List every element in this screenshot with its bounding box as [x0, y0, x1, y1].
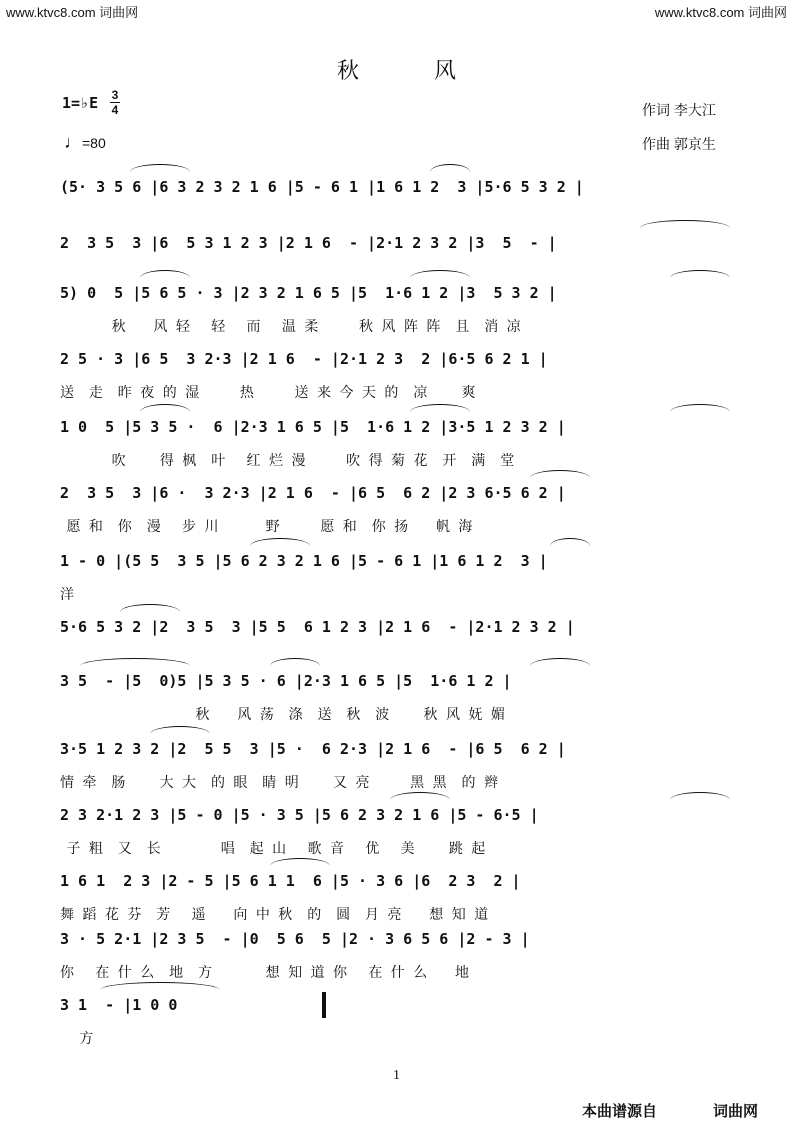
slur: [430, 164, 470, 172]
notation: 2 3 5 3 |6 · 3 2·3 |2 1 6 - |6 5 6 2 |2 3 6·5 6 2 |: [60, 484, 566, 502]
score-line-1: [60, 178, 730, 238]
lyricist-credit: 作词 李大江: [642, 102, 716, 118]
header-site-right[interactable]: www.ktvc8.com 词曲网: [654, 5, 787, 20]
lyrics: 秋 风 荡 涤 送 秋 波 秋 风 妩 媚: [60, 707, 507, 723]
score-line-3: [60, 284, 730, 344]
score-line-13: [60, 930, 730, 990]
lyrics: 子 粗 又 长 唱 起 山 歌 音 优 美 跳 起: [60, 841, 488, 857]
lyrics: 方: [60, 1031, 96, 1047]
notation: 3 · 5 2·1 |2 3 5 - |0 5 6 5 |2 · 3 6 5 6 |2 - 3 |: [60, 930, 530, 948]
final-barline: [322, 992, 326, 1018]
lyrics: 你 在 什 么 地 方 想 知 道 你 在 什 么 地: [60, 965, 472, 981]
footer-site-link[interactable]: 词曲网: [713, 1102, 759, 1120]
lyrics: 送 走 昨 夜 的 湿 热 送 来 今 天 的 凉 爽: [60, 385, 478, 401]
key-signature: 1=♭E: [62, 94, 99, 112]
tempo-value: =80: [82, 135, 106, 151]
notation: 3 1 - |1 0 0: [60, 996, 187, 1014]
notation: 3·5 1 2 3 2 |2 5 5 3 |5 · 6 2·3 |2 1 6 - |6 5 6 2 |: [60, 740, 566, 758]
score-line-12: [60, 872, 730, 932]
page-number: 1: [393, 1068, 400, 1083]
notation: 2 3 5 3 |6 5 3 1 2 3 |2 1 6 - |2·1 2 3 2 |3 5 - |: [60, 234, 557, 252]
score-line-4: [60, 350, 730, 410]
slur: [130, 164, 190, 172]
notation: 3 5 - |5 0)5 |5 3 5 · 6 |2·3 1 6 5 |5 1·6 1 2 |: [60, 672, 512, 690]
lyrics: 秋 风 轻 轻 而 温 柔 秋 风 阵 阵 且 消 凉: [60, 319, 523, 335]
score-line-11: [60, 806, 730, 866]
lyrics: 愿 和 你 漫 步 川 野 愿 和 你 扬 帆 海: [60, 519, 475, 535]
notation: 2 5 · 3 |6 5 3 2·3 |2 1 6 - |2·1 2 3 2 |6·5 6 2 1 |: [60, 350, 548, 368]
footer-source-label: 本曲谱源自: [582, 1102, 658, 1120]
composer-credit: 作曲 郭京生: [642, 136, 716, 152]
lyrics: 吹 得 枫 叶 红 烂 漫 吹 得 菊 花 开 满 堂: [60, 453, 517, 469]
notation: 5·6 5 3 2 |2 3 5 3 |5 5 6 1 2 3 |2 1 6 - |2·1 2 3 2 |: [60, 618, 575, 636]
notation: (5· 3 5 6 |6 3 2 3 2 1 6 |5 - 6 1 |1 6 1 2 3 |5·6 5 3 2 |: [60, 178, 584, 196]
notation: 2 3 2·1 2 3 |5 - 0 |5 · 3 5 |5 6 2 3 2 1 6 |5 - 6·5 |: [60, 806, 539, 824]
meter-top: 3: [111, 88, 119, 102]
notation: 5) 0 5 |5 6 5 · 3 |2 3 2 1 6 5 |5 1·6 1 2 |3 5 3 2 |: [60, 284, 557, 302]
lyrics: 舞 蹈 花 芬 芳 遥 向 中 秋 的 圆 月 亮 想 知 道: [60, 907, 491, 923]
score-line-9: [60, 672, 730, 732]
song-title: 秋 风: [337, 59, 490, 84]
score-line-7: [60, 552, 730, 612]
score-line-14: [60, 996, 730, 1056]
score-line-8: [60, 618, 730, 678]
notation: 1 - 0 |(5 5 3 5 |5 6 2 3 2 1 6 |5 - 6 1 |1 6 1 2 3 |: [60, 552, 548, 570]
lyrics: 情 牵 肠 大 大 的 眼 睛 明 又 亮 黑 黑 的 辫: [60, 775, 500, 791]
score-line-5: [60, 418, 730, 478]
notation: 1 0 5 |5 3 5 · 6 |2·3 1 6 5 |5 1·6 1 2 |3·5 1 2 3 2 |: [60, 418, 566, 436]
quarter-note-icon: ♩: [64, 132, 82, 152]
score-line-6: [60, 484, 730, 544]
lyrics: 洋: [60, 587, 76, 603]
score-line-10: [60, 740, 730, 800]
meter-bottom: 4: [111, 103, 119, 117]
notation: 1 6 1 2 3 |2 - 5 |5 6 1 1 6 |5 · 3 6 |6 2 3 2 |: [60, 872, 521, 890]
header-site-left[interactable]: www.ktvc8.com 词曲网: [6, 5, 139, 20]
footer-source: [582, 1100, 758, 1121]
